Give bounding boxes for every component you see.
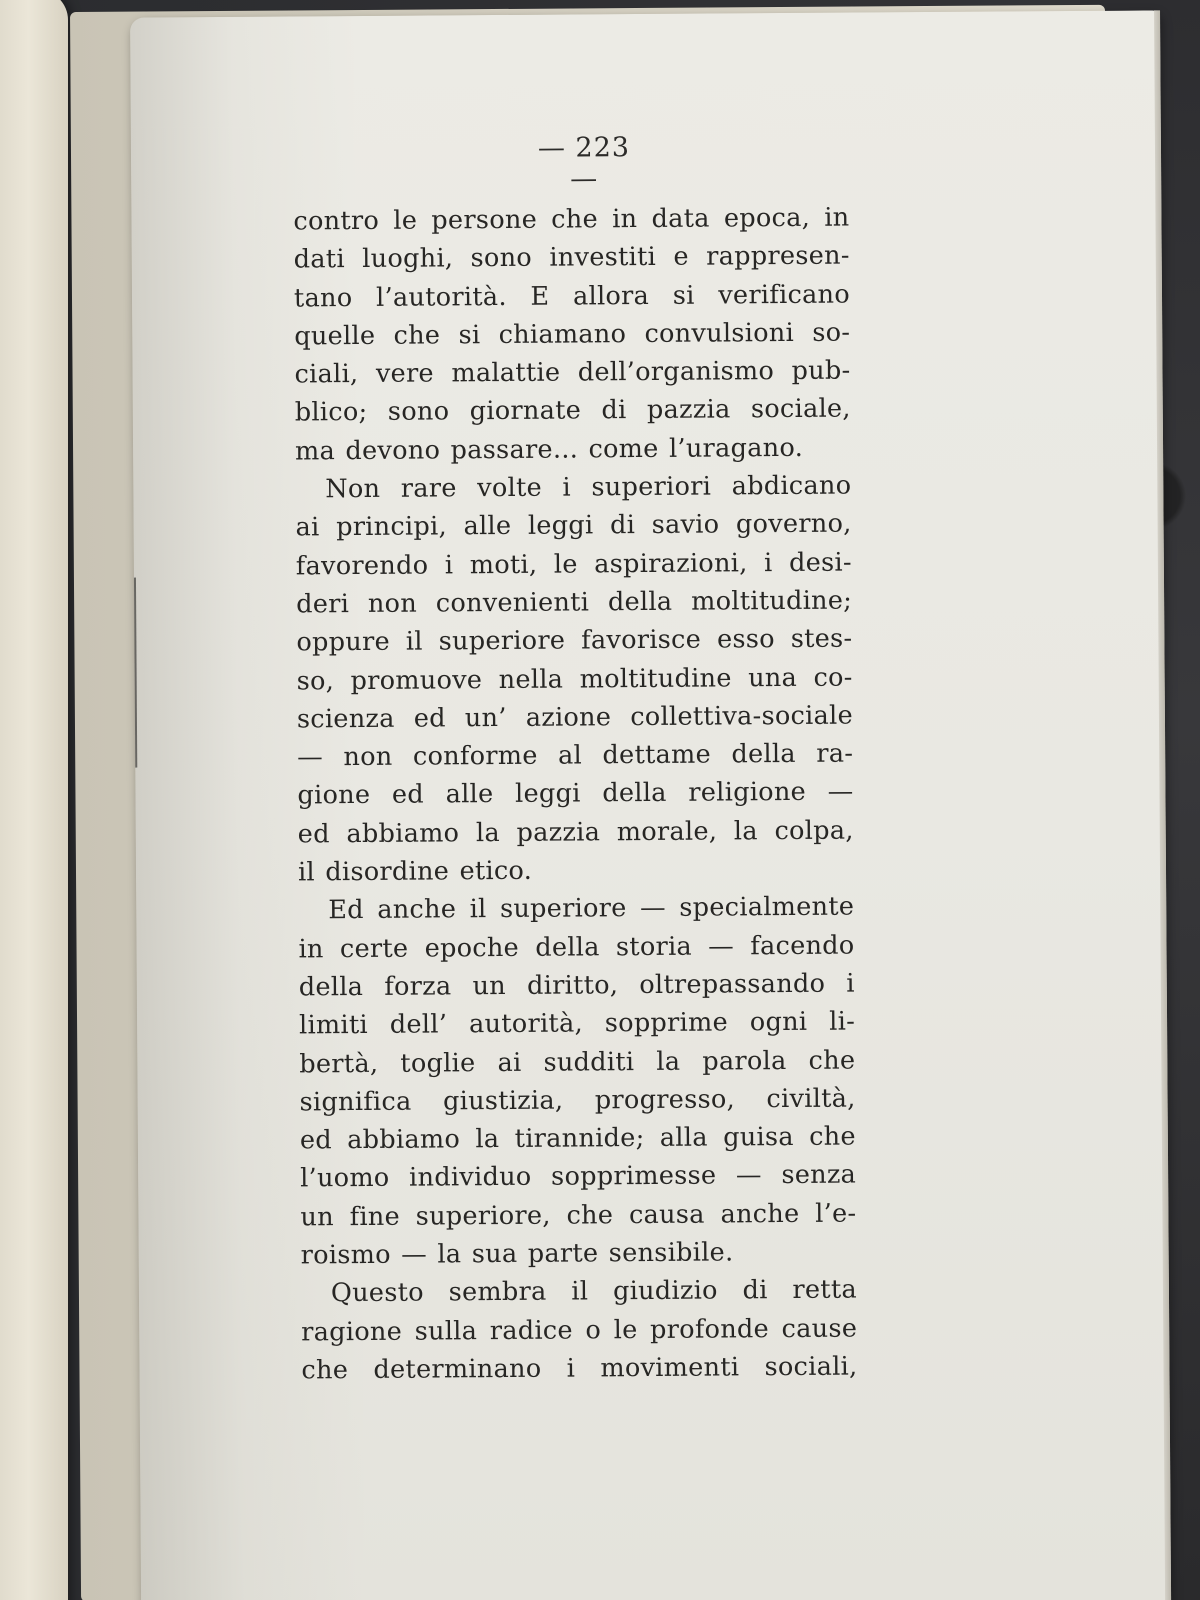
text-line: l’uomo individuo sopprimesse — senza: [300, 1159, 857, 1194]
text-line: — non conforme al dettame della ra-: [297, 738, 854, 773]
text-line: Questo sembra il giudizio di retta: [330, 1274, 858, 1309]
text-line: oppure il superiore favorisce esso stes-: [296, 623, 853, 658]
text-line: gione ed alle leggi della religione —: [297, 777, 854, 811]
text-line: favorendo i moti, le aspirazioni, i desi-: [295, 547, 852, 582]
text-line: contro le persone che in data epoca, in: [293, 202, 850, 237]
text-line: ed abbiamo la pazzia morale, la colpa,: [297, 815, 854, 850]
text-line: un fine superiore, che causa anche l’e-: [300, 1198, 857, 1233]
text-line: ciali, vere malattie dell’organismo pub-: [294, 355, 851, 390]
gutter-shadow: [134, 578, 137, 768]
text-line: blico; sono giornate di pazzia sociale,: [294, 394, 851, 428]
text-line: in certe epoche della storia — facendo: [298, 930, 855, 965]
text-line: Ed anche il superiore — specialmente: [328, 891, 855, 926]
text-line: so, promuove nella moltitudine una co-: [296, 662, 853, 696]
text-line: ragione sulla radice o le profonde cause: [301, 1313, 858, 1348]
text-line: ed abbiamo la tirannide; alla guisa che: [299, 1121, 856, 1156]
book-page: [130, 10, 1171, 1600]
text-line: ma devono passare... come l’uragano.: [294, 432, 804, 467]
body-text: [293, 199, 857, 1390]
text-line: ai principi, alle leggi di savio governo,: [295, 508, 852, 543]
page-number: — 223 —: [537, 132, 631, 195]
text-line: scienza ed un’ azione collettiva-sociale: [296, 700, 854, 735]
text-line: tano l’autorità. E allora si verificano: [293, 279, 851, 314]
text-line: significa giustizia, progresso, civiltà,: [299, 1083, 856, 1118]
page-stack: [70, 5, 1116, 1600]
text-line: il disordine etico.: [297, 855, 533, 888]
left-page-edge: [0, 0, 68, 1600]
text-line: quelle che si chiamano convulsioni so-: [294, 317, 851, 352]
text-line: deri non convenienti della moltitudine;: [296, 585, 853, 620]
text-line: limiti dell’ autorità, sopprime ogni li-: [298, 1006, 856, 1041]
text-line: che determinano i movimenti sociali,: [301, 1351, 858, 1386]
text-line: roismo — la sua parte sensibile.: [300, 1237, 734, 1271]
text-line: bertà, toglie ai sudditi la parola che: [299, 1045, 856, 1079]
text-line: Non rare volte i superiori abdicano: [325, 470, 852, 505]
text-line: dati luoghi, sono investiti e rappresen-: [293, 240, 850, 275]
text-line: della forza un diritto, oltrepassando i: [298, 968, 855, 1003]
